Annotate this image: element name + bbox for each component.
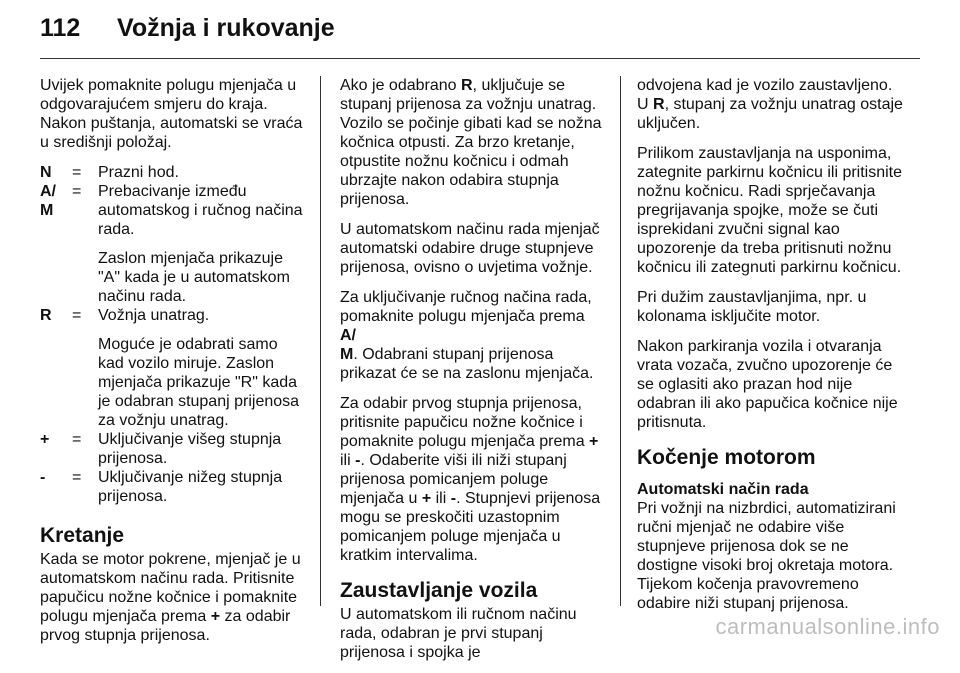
paragraph: U automatskom načinu rada mjenjač automatski odabire druge stupnjeve prijenosa, ovisno o uvjetima vožnje. — [340, 221, 600, 276]
column-2 — [340, 76, 605, 673]
def-row-minus — [40, 468, 305, 506]
bold-symbol: - — [450, 490, 457, 507]
paragraph: Prilikom zaustavljanja na usponima, zategnite parkirnu kočnicu ili pritisnite nožnu kočnicu. Radi sprječavanja pregrijavanja spojke, može se čuti isprekidani zvučni signal kao upozorenje da treba pritisnuti nožnu kočnicu ili zategnuti parkirnu kočnicu. — [637, 145, 903, 276]
section-heading-zaustavljanje: Zaustavljanje vozila — [340, 579, 538, 602]
paragraph: Pri dužim zaustavljanjima, npr. u kolonama isključite motor. — [637, 289, 867, 325]
bold-symbol: A/ M — [340, 327, 356, 363]
paragraph — [637, 76, 907, 133]
paragraph: Pri vožnji na nizbrdici, automatizirani ručni mjenjač ne odabire više stupnjeve prijenosa dok se ne dostigne visoki broj okretaja motora. Tijekom kočenja pravovremeno odabire niži stupanj prijenosa. — [637, 500, 896, 612]
subheading-automatski: Automatski način rada — [637, 481, 809, 498]
text-run: Za odabir prvog stupnja prijenosa, pritisnite papučicu nožne kočnice i pomaknite polugu mjenjača prema — [340, 395, 590, 450]
text-run: , uključuje se stupanj prijenosa za vožnju unatrag. Vozilo se počinje gibati kad se nožna kočnica otpusti. Za brzo kretanje, otpustite nožnu kočnicu i odmah ubrzajte nakon odabira stupnja prijenosa. — [340, 77, 602, 208]
bold-symbol: R — [460, 77, 473, 94]
def-term: R — [40, 307, 52, 324]
def-text-sub: Moguće je odabrati samo kad vozilo miruje. Zaslon mjenjača prikazuje "R" kada je odabran stupanj prijenosa za vožnju unatrag. — [98, 336, 300, 429]
text-run: . Odabrani stupanj prijenosa prikazat će se na zaslonu mjenjača. — [340, 346, 594, 382]
text-run: ili — [431, 490, 451, 507]
page-header — [0, 0, 960, 58]
paragraph: U automatskom ili ručnom načinu rada, odabran je prvi stupanj prijenosa i spojka je — [340, 606, 577, 661]
def-row-plus — [40, 430, 305, 468]
definition-list — [40, 163, 305, 506]
column-divider-1 — [320, 76, 321, 606]
intro-paragraph: Uvijek pomaknite polugu mjenjača u odgovarajućem smjeru do kraja. Nakon puštanja, automatski se vraća u središnji položaj. — [40, 77, 303, 151]
text-run: ili — [340, 452, 356, 469]
page-number: 112 — [40, 14, 81, 42]
text-run: odvojena kad je vozilo zaustavljeno. U — [637, 77, 893, 113]
column-1 — [40, 76, 305, 656]
bold-symbol: + — [421, 490, 432, 507]
def-eq: = — [72, 307, 82, 324]
section-heading-kretanje: Kretanje — [40, 524, 125, 547]
bold-symbol: - — [355, 452, 361, 469]
def-term: N — [40, 164, 52, 181]
def-row-r — [40, 306, 305, 430]
watermark: carmanualsonline.info — [715, 614, 940, 639]
text-run: za odabir prvog stupnja prijenosa. — [40, 608, 291, 644]
def-row-n — [40, 163, 305, 182]
def-text: Uključivanje višeg stupnja prijenosa. — [98, 431, 282, 467]
text-run: . Odaberite viši ili niži stupanj prijenosa pomicanjem poluge mjenjača u — [340, 452, 567, 507]
def-text — [98, 182, 305, 306]
def-term: - — [40, 469, 46, 486]
def-text-sub: Zaslon mjenjača prikazuje "A" kada je u automatskom načinu rada. — [98, 250, 290, 305]
def-eq: = — [72, 164, 82, 181]
bold-symbol: R — [653, 96, 665, 113]
text-run: Za uključivanje ručnog načina rada, pomaknite polugu mjenjača prema — [340, 289, 592, 325]
text-run: Kada se motor pokrene, mjenjač je u automatskom načinu rada. Pritisnite papučicu nožne kočnice i pomaknite polugu mjenjača prema — [40, 551, 301, 625]
text-run: . Stupnjevi prijenosa mogu se preskočiti uzastopnim pomicanjem poluge mjenjača u kratkim intervalima. — [340, 490, 601, 564]
def-text: Uključivanje nižeg stupnja prijenosa. — [98, 469, 283, 505]
paragraph — [340, 394, 605, 565]
def-term: A/ M — [40, 183, 56, 219]
def-term: + — [40, 431, 50, 448]
text-run: Ako je odabrano — [340, 77, 461, 94]
def-eq: = — [72, 183, 82, 200]
column-3 — [637, 76, 907, 624]
def-text — [98, 306, 305, 430]
kretanje-paragraph — [40, 550, 305, 645]
column-divider-2 — [620, 76, 621, 606]
def-text-main: Vožnja unatrag. — [98, 307, 210, 324]
def-text-main: Prazni hod. — [98, 164, 179, 181]
bold-symbol: + — [210, 608, 221, 625]
text-run: , stupanj za vožnju unatrag ostaje uključen. — [637, 96, 903, 132]
section-heading-kocenje: Kočenje motorom — [637, 446, 816, 469]
bold-symbol: + — [589, 433, 599, 450]
def-eq: = — [72, 431, 82, 448]
paragraph: Nakon parkiranja vozila i otvaranja vrata vozača, zvučno upozorenje će se oglasiti ako prazan hod nije odabran ili ako papučica kočnice nije pritisnuta. — [637, 338, 898, 431]
page-title: Vožnja i rukovanje — [117, 14, 335, 42]
paragraph — [340, 76, 605, 209]
paragraph — [340, 288, 605, 383]
def-eq: = — [72, 469, 82, 486]
header-rule — [40, 58, 920, 59]
def-text-main: Prebacivanje između automatskog i ručnog načina rada. — [98, 183, 303, 238]
def-row-am — [40, 182, 305, 306]
def-text — [98, 163, 305, 182]
